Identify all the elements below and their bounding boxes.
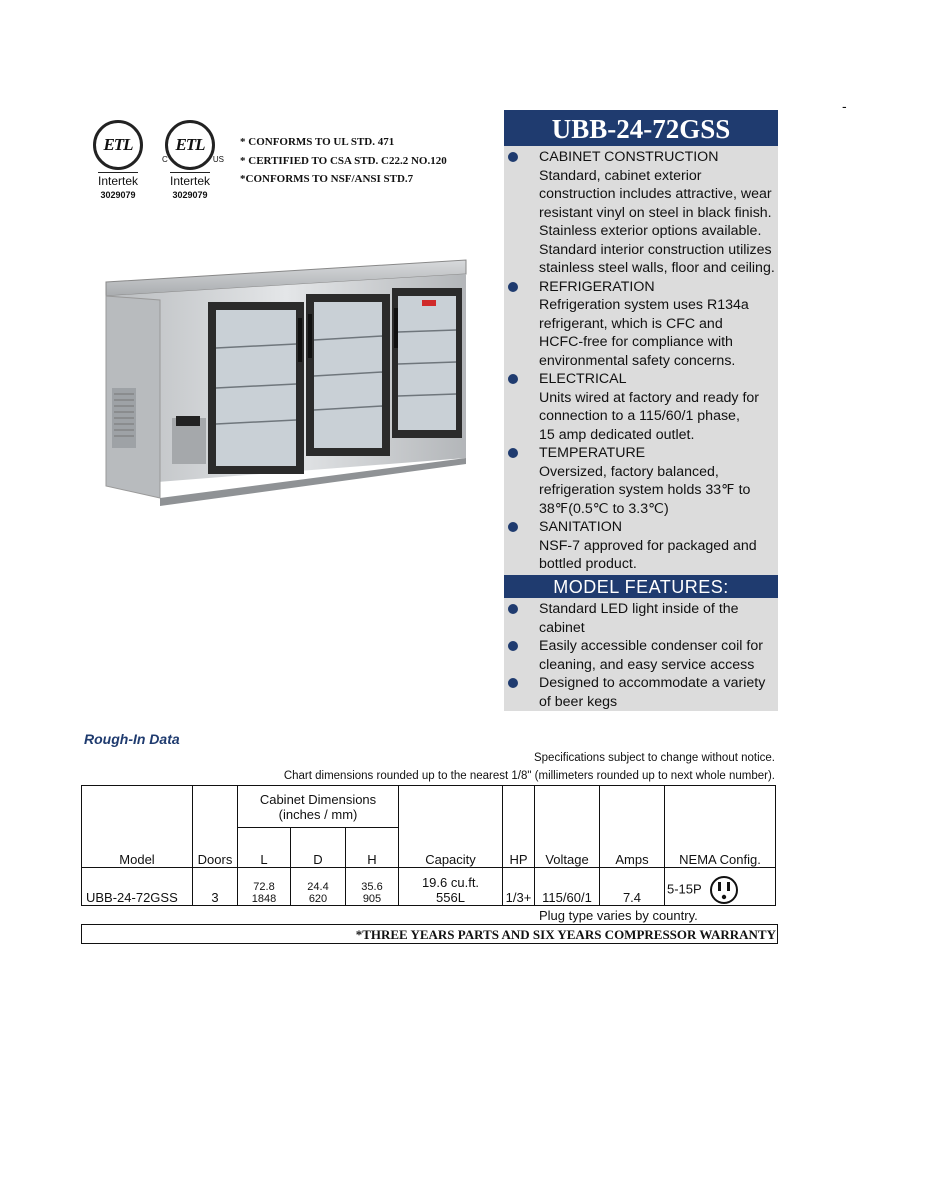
header-model: Model <box>82 786 193 868</box>
spec-temperature <box>504 444 784 518</box>
spec-line: Oversized, factory balanced, <box>539 463 719 480</box>
header-l: L <box>238 828 291 868</box>
cell-h: 35.6 905 <box>346 868 399 906</box>
spec-line: environmental safety concerns. <box>539 352 736 369</box>
bullet-icon <box>508 374 518 384</box>
bullet-icon <box>508 604 518 614</box>
header-capacity: Capacity <box>399 786 503 868</box>
features-header: MODEL FEATURES: <box>504 575 778 598</box>
cert-line: *CONFORMS TO NSF/ANSI STD.7 <box>240 173 414 185</box>
table-row <box>82 868 776 906</box>
etl-brand: Intertek <box>97 174 139 188</box>
cert-line: * CERTIFIED TO CSA STD. C22.2 NO.120 <box>240 154 447 167</box>
spec-title: CABINET CONSTRUCTION <box>539 149 719 165</box>
spec-line: refrigerant, which is CFC and <box>539 315 723 332</box>
feature-item: Designed to accommodate a variety of beer kegs <box>504 674 784 711</box>
cell-amps: 7.4 <box>600 868 665 906</box>
feature-item: Easily accessible condenser coil for cleaning, and easy service access <box>504 637 784 674</box>
product-image <box>82 248 482 510</box>
etl-number: 3029079 <box>100 190 136 200</box>
cell-capacity: 19.6 cu.ft. 556L <box>399 868 503 906</box>
dimension-note: Chart dimensions rounded up to the nearest 1/8" (millimeters rounded up to next whole number). <box>283 770 775 782</box>
spec-title: SANITATION <box>539 519 623 535</box>
header-hp: HP <box>503 786 535 868</box>
header-d: D <box>291 828 346 868</box>
plug-icon <box>709 875 739 905</box>
spec-line: NSF-7 approved for packaged and <box>539 537 757 554</box>
cert-line: * CONFORMS TO UL STD. 471 <box>240 136 395 148</box>
spec-line: refrigeration system holds 33℉ to <box>539 482 751 498</box>
cell-doors: 3 <box>193 868 238 906</box>
header-h: H <box>346 828 399 868</box>
bullet-icon <box>508 282 518 292</box>
spec-line: 38℉(0.5℃ to 3.3℃) <box>539 500 669 517</box>
spec-refrigeration <box>504 278 784 371</box>
certification-lines <box>240 133 447 189</box>
bullet-icon <box>508 641 518 651</box>
rough-in-title: Rough-In Data <box>84 731 180 747</box>
bullet-icon <box>508 152 518 162</box>
rough-in-table <box>81 785 776 906</box>
spec-line: bottled product. <box>539 556 637 572</box>
spec-line: 15 amp dedicated outlet. <box>539 426 695 443</box>
feature-list <box>504 600 784 711</box>
feature-item: Standard LED light inside of the cabinet <box>504 600 784 637</box>
bullet-icon <box>508 522 518 532</box>
spec-title: TEMPERATURE <box>539 445 646 461</box>
plug-note: Plug type varies by country. <box>539 908 698 923</box>
model-title: UBB-24-72GSS <box>504 110 778 146</box>
spec-line: Refrigeration system uses R134a <box>539 297 749 313</box>
bullet-icon <box>508 448 518 458</box>
etl-logo-icon: ETL C US <box>165 120 215 170</box>
warranty-banner: *THREE YEARS PARTS AND SIX YEARS COMPRESSOR WARRANTY <box>81 924 778 944</box>
cell-model: UBB-24-72GSS <box>82 868 193 906</box>
spec-title: ELECTRICAL <box>539 371 627 387</box>
spec-sanitation <box>504 518 784 574</box>
spec-line: Standard, cabinet exterior <box>539 167 702 184</box>
spec-line: connection to a 115/60/1 phase, <box>539 408 740 424</box>
spec-line: Stainless exterior options available. <box>539 223 762 239</box>
header-amps: Amps <box>600 786 665 868</box>
cell-hp: 1/3+ <box>503 868 535 906</box>
spec-note: Specifications subject to change without notice. <box>533 752 775 764</box>
bullet-icon <box>508 678 518 688</box>
etl-brand: Intertek <box>169 174 211 188</box>
cell-nema: 5-15P <box>665 868 776 906</box>
spec-cabinet <box>504 148 784 278</box>
header-dimensions: Cabinet Dimensions (inches / mm) <box>238 786 399 828</box>
etl-logo-icon: ETL <box>93 120 143 170</box>
page-mark: - <box>842 98 847 114</box>
cell-voltage: 115/60/1 <box>535 868 600 906</box>
spec-line: Units wired at factory and ready for <box>539 389 760 406</box>
header-doors: Doors <box>193 786 238 868</box>
etl-number: 3029079 <box>172 190 208 200</box>
spec-line: construction includes attractive, wear <box>539 186 772 202</box>
spec-line: resistant vinyl on steel in black finish. <box>539 204 772 221</box>
cell-d: 24.4 620 <box>291 868 346 906</box>
spec-line: Standard interior construction utilizes <box>539 241 772 258</box>
spec-line: HCFC-free for compliance with <box>539 334 733 350</box>
header-nema: NEMA Config. <box>665 786 776 868</box>
spec-electrical <box>504 370 784 444</box>
header-voltage: Voltage <box>535 786 600 868</box>
spec-line: stainless steel walls, floor and ceiling. <box>539 260 775 276</box>
spec-list <box>504 148 784 574</box>
spec-title: REFRIGERATION <box>539 278 655 295</box>
cell-l: 72.8 1848 <box>238 868 291 906</box>
etl-mark-1 <box>88 120 148 200</box>
etl-mark-2 <box>160 120 224 200</box>
